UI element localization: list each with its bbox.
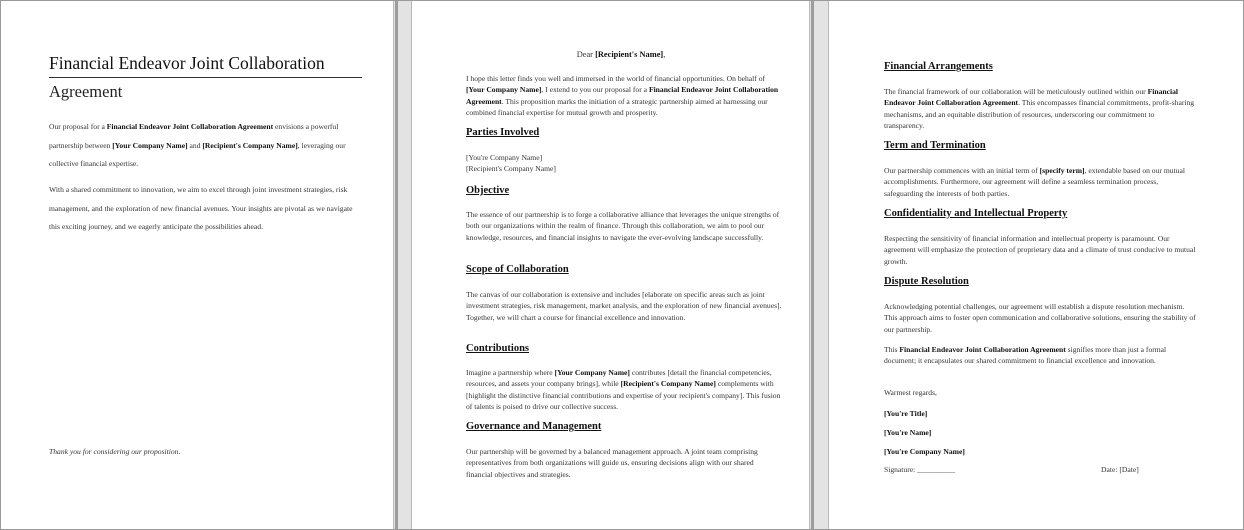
signer-name: [You're Name] xyxy=(884,428,932,437)
financial-heading: Financial Arrangements xyxy=(884,61,993,72)
signer-company: [You're Company Name] xyxy=(884,447,965,456)
party-1: [You're Company Name] xyxy=(466,153,543,162)
closing-line: Thank you for considering our proposition. xyxy=(49,447,181,456)
contributions-heading: Contributions xyxy=(466,343,530,354)
financial-paragraph: The financial framework of our collaboration will be meticulously outlined within our Financial Endeavor Joint Collaboration Agreement. This encompasses financial commitments, profit-sharing mechanisms, and an equitable distribution of resources, underscoring our commitment to transparency. xyxy=(884,87,1195,131)
intro-paragraph: Our proposal for a Financial Endeavor Joint Collaboration Agreement envisions a powerful partnership between [Your Company Name] and [Recipient's Company Name], leveraging our collective financial expertise. xyxy=(49,122,346,169)
commitment-paragraph: With a shared commitment to innovation, we aim to excel through joint investment strategies, risk management, and the exploration of new financial avenues. Your insights are pivotal as we navigate this exciting journey, and we eagerly anticipate the possibilities ahead. xyxy=(49,185,353,232)
confidentiality-paragraph: Respecting the sensitivity of financial information and intellectual property is paramount. Our agreement will emphasize the protection of proprietary data and a climate of trust conducive to mutual growth. xyxy=(884,234,1196,266)
document-page-3 xyxy=(829,1,1244,530)
dispute-paragraph: Acknowledging potential challenges, our agreement will establish a dispute resolution mechanism. This approach aims to foster open communication and collaborative solutions, ensuring the stability of our partnership. xyxy=(884,302,1196,334)
contributions-paragraph: Imagine a partnership where [Your Company Name] contributes [detail the financial competencies, resources, and assets your company brings], while [Recipient's Company Name] complements with [highlight the distinctive financial contributions and expertise of your recipient's company]. This fusion of talents is poised to drive our collective success. xyxy=(466,368,781,412)
dispute-heading: Dispute Resolution xyxy=(884,276,969,287)
term-paragraph: Our partnership commences with an initial term of [specify term], extendable based on our mutual accomplishments. Furthermore, our agreement will define a seamless termination process, safeguarding the interests of both parties. xyxy=(884,166,1185,198)
term-heading: Term and Termination xyxy=(884,140,986,151)
confidentiality-heading: Confidentiality and Intellectual Property xyxy=(884,208,1068,219)
scope-paragraph: The canvas of our collaboration is extensive and includes [elaborate on specific areas such as joint investment strategies, risk management, market analysis, and the exploration of new financial avenues]. Together, we will chart a course for financial excellence and innovation. xyxy=(466,290,782,322)
page-separator xyxy=(811,1,814,530)
objective-heading: Objective xyxy=(466,185,510,196)
parties-heading: Parties Involved xyxy=(466,127,540,138)
document-page-1 xyxy=(1,1,393,530)
closing-paragraph: This Financial Endeavor Joint Collaboration Agreement signifies more than just a formal document; it encapsulates our shared commitment to financial excellence and innovation. xyxy=(884,345,1167,366)
scope-heading: Scope of Collaboration xyxy=(466,264,569,275)
regards-line: Warmest regards, xyxy=(884,388,937,397)
page-separator xyxy=(395,1,398,530)
document-page-2 xyxy=(412,1,809,530)
objective-paragraph: The essence of our partnership is to forge a collaborative alliance that leverages the unique strengths of both our organizations within the realm of finance. Through this collaboration, we aim to pool our knowledge, resources, and financial insights to navigate the ever-evolving landscape successfully. xyxy=(466,210,780,242)
document-subtitle: Agreement xyxy=(49,82,123,101)
party-2: [Recipient's Company Name] xyxy=(466,164,556,173)
date-line: Date: [Date] xyxy=(1101,465,1139,474)
title-divider xyxy=(49,77,362,78)
salutation: Dear [Recipient's Name], xyxy=(576,50,666,59)
signer-title: [You're Title] xyxy=(884,409,928,418)
signature-line: Signature: __________ xyxy=(884,465,956,474)
document-title: Financial Endeavor Joint Collaboration xyxy=(49,53,325,73)
governance-heading: Governance and Management xyxy=(466,421,602,432)
intro-paragraph: I hope this letter finds you well and immersed in the world of financial opportunities. On behalf of [Your Company Name], I extend to you our proposal for a Financial Endeavor Joint Collaboration Agreement. This proposition marks the initiation of a strategic partnership aimed at harnessing our combined financial expertise for mutual growth and prosperity. xyxy=(466,74,779,118)
governance-paragraph: Our partnership will be governed by a balanced management approach. A joint team comprising representatives from both organizations will guide us, ensuring decisions align with our shared financial objectives and strategies. xyxy=(466,447,758,479)
